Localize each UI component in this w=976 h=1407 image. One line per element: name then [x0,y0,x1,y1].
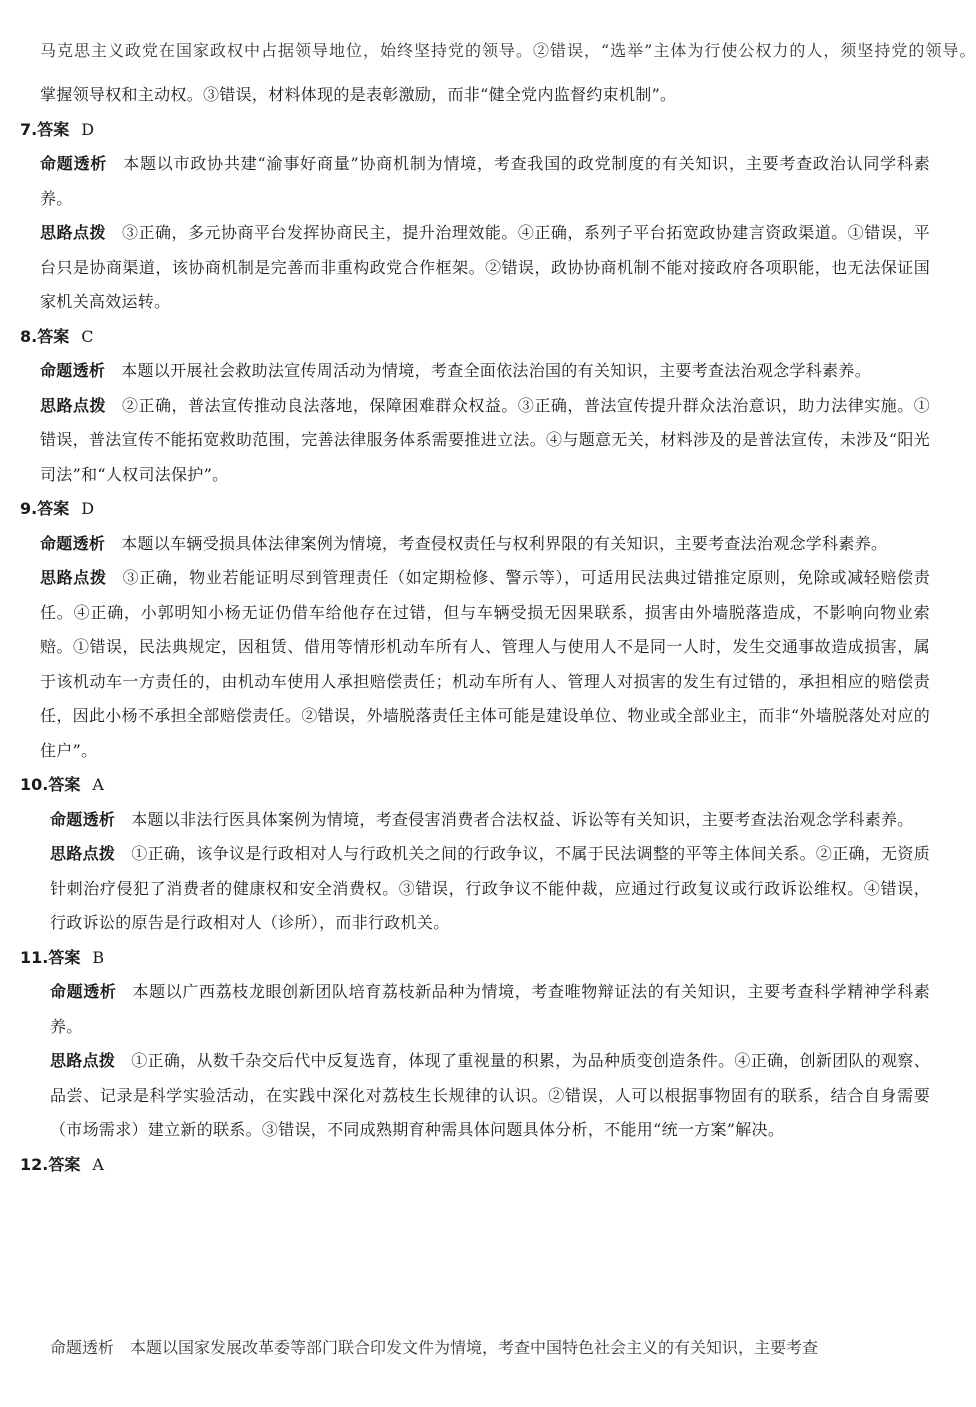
analysis-paragraph [0,354,950,389]
question-9 [0,492,950,768]
answer-label: 答案 [48,1154,81,1174]
question-number: 10. [20,775,49,794]
answer-value: C [81,326,94,346]
answer-label: 答案 [48,947,81,967]
hint-paragraph [0,216,950,320]
hint-text: ①正确，从数千杂交后代中反复选育，体现了重视量的积累，为品种质变创造条件。④正确，创新团队的观察、品尝、记录是科学实验活动，在实践中深化对荔枝生长规律的认识。②错误，人可以根据事物固有的联系，结合自身需要（市场需求）建立新的联系。③错误，不同成熟期育种需具体问题具体分析，不能用“统一方案”解决。 [50,1051,931,1139]
analysis-label: 命题透析 [40,361,106,380]
analysis-paragraph [0,803,950,838]
hint-label: 思路点拨 [40,395,106,415]
hint-paragraph [0,389,950,493]
answer-value: D [81,499,95,518]
hint-paragraph [0,561,950,768]
question-11-header [0,941,950,976]
answer-label: 答案 [37,499,70,518]
answer-label: 答案 [48,775,81,794]
hint-label: 思路点拨 [50,844,116,863]
answer-value: B [92,947,105,967]
hint-text: ①正确，该争议是行政相对人与行政机关之间的行政争议，不属于民法调整的平等主体间关系。②正确，无资质针刺治疗侵犯了消费者的健康权和安全消费权。③错误，行政争议不能仲裁，应通过行政复议或行政诉讼维权。④错误，行政诉讼的原告是行政相对人（诊所），而非行政机关。 [50,844,931,932]
question-10-header [0,768,950,803]
analysis-paragraph [0,147,950,216]
question-number: 12. [20,1154,49,1174]
hint-label: 思路点拨 [40,223,106,242]
question-8-header [0,320,950,355]
analysis-paragraph [0,975,950,1044]
answer-value: D [81,119,95,139]
hint-label: 思路点拨 [50,1051,116,1070]
hint-text: ②正确，普法宣传推动良法落地，保障困难群众权益。③正确，普法宣传提升群众法治意识，助力法律实施。①错误，普法宣传不能拓宽救助范围，完善法律服务体系需要推进立法。④与题意无关，材料涉及的是普法宣传，未涉及“阳光司法”和“人权司法保护”。 [40,395,931,484]
question-number: 7. [20,119,38,139]
answer-value: A [92,775,104,794]
analysis-text: 本题以市政协共建“渝事好商量”协商机制为情境，考查我国的政党制度的有关知识，主要考查政治认同学科素养。 [40,154,931,208]
question-number: 8. [20,326,38,346]
hint-label: 思路点拨 [40,568,107,587]
question-7 [0,113,950,320]
analysis-label: 命题透析 [40,533,106,553]
cropped-bottom-text: 命题透析 本题以国家发展改革委等部门联合印发文件为情境，考查中国特色社会主义的有关知识，主要考查 [50,1338,819,1357]
question-12-header [0,1148,950,1183]
question-number: 11. [20,947,49,967]
analysis-text: 本题以开展社会救助法宣传周活动为情境，考查全面依法治国的有关知识，主要考查法治观念学科素养。 [121,361,872,380]
answer-label: 答案 [37,326,70,346]
hint-paragraph [0,1044,950,1148]
question-8 [0,320,950,493]
analysis-label: 命题透析 [40,154,108,173]
hint-paragraph [0,837,950,941]
question-number: 9. [20,499,38,518]
cropped-top-text: 马克思主义政党在国家政权中占据领导地位，始终坚持党的领导。②错误，“选举”主体为行使公权力的人，须坚持党的领导。 [40,41,976,60]
question-10 [0,768,950,941]
cropped-bottom-line [50,1335,930,1357]
analysis-paragraph [0,527,950,562]
analysis-text: 本题以广西荔枝龙眼创新团队培育荔枝新品种为情境，考查唯物辩证法的有关知识，主要考查科学精神学科素养。 [50,982,931,1036]
answer-content [0,78,950,1182]
continued-line: 掌握领导权和主动权。③错误，材料体现的是表彰激励，而非“健全党内监督约束机制”。 [40,85,677,104]
analysis-label: 命题透析 [50,809,116,829]
question-11 [0,941,950,1148]
answer-label: 答案 [37,119,70,139]
answer-value: A [92,1154,104,1174]
analysis-text: 本题以非法行医具体案例为情境，考查侵害消费者合法权益、诉讼等有关知识，主要考查法治观念学科素养。 [131,809,914,829]
analysis-text: 本题以车辆受损具体法律案例为情境，考查侵权责任与权利界限的有关知识，主要考查法治观念学科素养。 [121,533,888,553]
analysis-label: 命题透析 [50,982,117,1001]
hint-text: ③正确，物业若能证明尽到管理责任（如定期检修、警示等），可适用民法典过错推定原则，免除或减轻赔偿责任。④正确，小郭明知小杨无证仍借车给他存在过错，但与车辆受损无因果联系，损害由外墙脱落造成，不影响向物业索赔。①错误，民法典规定，因租赁、借用等情形机动车所有人、管理人与使用人不是同一人时，发生交通事故造成损害，属于该机动车一方责任的，由机动车使用人承担赔偿责任；机动车所有人、管理人对损害的发生有过错的，承担相应的赔偿责任，因此小杨不承担全部赔偿责任。②错误，外墙脱落责任主体可能是建设单位、物业或全部业主，而非“外墙脱落处对应的住户”。 [40,568,930,760]
question-12 [0,1148,950,1183]
hint-text: ③正确，多元协商平台发挥协商民主，提升治理效能。④正确，系列子平台拓宽政协建言资政渠道。①错误，平台只是协商渠道，该协商机制是完善而非重构政党合作框架。②错误，政协协商机制不能对接政府各项职能，也无法保证国家机关高效运转。 [40,223,931,311]
question-7-header [0,113,950,148]
question-9-header [0,492,950,527]
cropped-top-line [40,41,976,76]
